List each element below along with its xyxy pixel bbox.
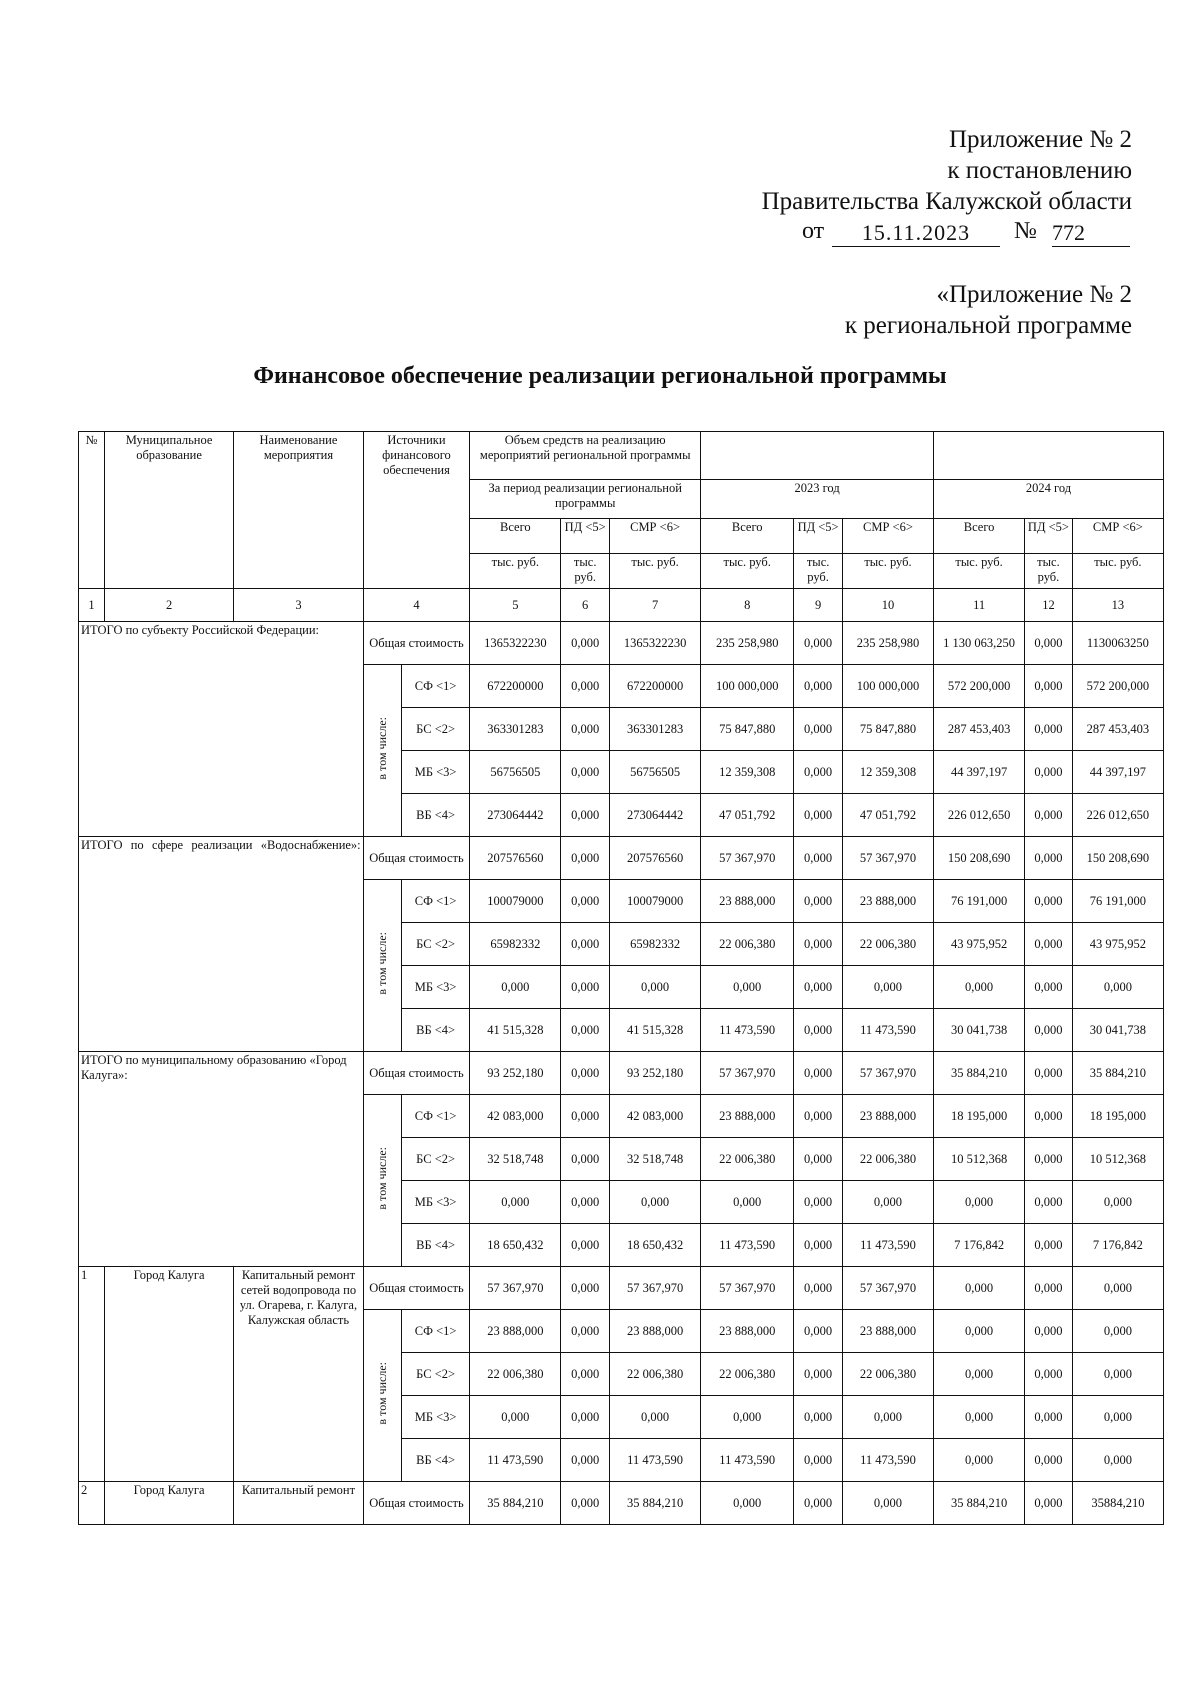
value-cell: 56756505 xyxy=(470,751,561,794)
header-smr: СМР <6> xyxy=(1072,519,1163,554)
value-cell: 22 006,380 xyxy=(701,1353,794,1396)
value-cell: 11 473,590 xyxy=(470,1439,561,1482)
value-cell: 0,000 xyxy=(610,1181,701,1224)
header-pd: ПД <5> xyxy=(561,519,610,554)
value-cell: 18 195,000 xyxy=(1072,1095,1163,1138)
header-unit: тыс. руб. xyxy=(701,554,794,589)
in-total-text: в том числе: xyxy=(374,1362,389,1425)
header-unit: тыс. руб. xyxy=(1025,554,1073,589)
value-cell: 18 650,432 xyxy=(610,1224,701,1267)
header-pd: ПД <5> xyxy=(794,519,843,554)
financing-table xyxy=(78,431,1164,1525)
section-label: ИТОГО по сфере реализации «Водоснабжение»: xyxy=(79,837,364,1052)
date-number-line xyxy=(802,213,1132,247)
value-cell: 0,000 xyxy=(701,966,794,1009)
value-cell: 0,000 xyxy=(701,1482,794,1525)
header-blank-2023 xyxy=(701,432,934,480)
value-cell: 0,000 xyxy=(561,1181,610,1224)
column-number: 6 xyxy=(561,589,610,622)
value-cell: 0,000 xyxy=(1025,1439,1073,1482)
header-volume: Объем средств на реализацию мероприятий региональной программы xyxy=(470,432,701,480)
source-label: Общая стоимость xyxy=(363,1482,470,1525)
source-label: БС <2> xyxy=(401,708,469,751)
value-cell: 150 208,690 xyxy=(934,837,1025,880)
source-label: Общая стоимость xyxy=(363,1052,470,1095)
item-event: Капитальный ремонт сетей водопровода по ул. Огарева, г. Калуга, Калужская область xyxy=(234,1267,363,1482)
value-cell: 0,000 xyxy=(934,966,1025,1009)
value-cell: 7 176,842 xyxy=(934,1224,1025,1267)
value-cell: 100079000 xyxy=(610,880,701,923)
value-cell: 57 367,970 xyxy=(842,1267,933,1310)
source-label: ВБ <4> xyxy=(401,794,469,837)
value-cell: 47 051,792 xyxy=(701,794,794,837)
value-cell: 0,000 xyxy=(794,1095,843,1138)
column-number: 13 xyxy=(1072,589,1163,622)
value-cell: 0,000 xyxy=(1025,1009,1073,1052)
table-row xyxy=(79,1267,1164,1310)
header-blank-2024 xyxy=(934,432,1164,480)
value-cell: 11 473,590 xyxy=(842,1439,933,1482)
value-cell: 0,000 xyxy=(561,1052,610,1095)
inner-appendix-header xyxy=(845,279,1132,341)
value-cell: 0,000 xyxy=(794,1138,843,1181)
value-cell: 273064442 xyxy=(610,794,701,837)
column-number: 5 xyxy=(470,589,561,622)
value-cell: 363301283 xyxy=(470,708,561,751)
value-cell: 363301283 xyxy=(610,708,701,751)
value-cell: 65982332 xyxy=(470,923,561,966)
value-cell: 0,000 xyxy=(1025,1052,1073,1095)
value-cell: 287 453,403 xyxy=(934,708,1025,751)
value-cell: 18 650,432 xyxy=(470,1224,561,1267)
header-unit: тыс. руб. xyxy=(794,554,843,589)
value-cell: 75 847,880 xyxy=(701,708,794,751)
value-cell: 0,000 xyxy=(1025,1224,1073,1267)
value-cell: 0,000 xyxy=(1025,1095,1073,1138)
column-number: 11 xyxy=(934,589,1025,622)
source-label: СФ <1> xyxy=(401,1310,469,1353)
value-cell: 672200000 xyxy=(470,665,561,708)
source-label: БС <2> xyxy=(401,1353,469,1396)
value-cell: 100079000 xyxy=(470,880,561,923)
value-cell: 0,000 xyxy=(1072,1267,1163,1310)
value-cell: 23 888,000 xyxy=(842,880,933,923)
value-cell: 11 473,590 xyxy=(842,1009,933,1052)
value-cell: 235 258,980 xyxy=(701,622,794,665)
header-unit: тыс. руб. xyxy=(1072,554,1163,589)
item-municipality: Город Калуга xyxy=(104,1267,233,1482)
header-total: Всего xyxy=(701,519,794,554)
value-cell: 0,000 xyxy=(794,837,843,880)
item-event: Капитальный ремонт xyxy=(234,1482,363,1525)
value-cell: 32 518,748 xyxy=(610,1138,701,1181)
value-cell: 0,000 xyxy=(794,1267,843,1310)
value-cell: 0,000 xyxy=(1025,751,1073,794)
table-row xyxy=(79,622,1164,665)
value-cell: 75 847,880 xyxy=(842,708,933,751)
source-label: ВБ <4> xyxy=(401,1224,469,1267)
header-smr: СМР <6> xyxy=(610,519,701,554)
value-cell: 22 006,380 xyxy=(842,1138,933,1181)
value-cell: 0,000 xyxy=(561,1138,610,1181)
value-cell: 0,000 xyxy=(934,1181,1025,1224)
value-cell: 0,000 xyxy=(794,794,843,837)
value-cell: 23 888,000 xyxy=(470,1310,561,1353)
header-pd: ПД <5> xyxy=(1025,519,1073,554)
value-cell: 0,000 xyxy=(1025,1310,1073,1353)
value-cell: 12 359,308 xyxy=(842,751,933,794)
value-cell: 0,000 xyxy=(1025,837,1073,880)
value-cell: 0,000 xyxy=(794,1009,843,1052)
value-cell: 0,000 xyxy=(1025,1396,1073,1439)
inner-appendix-line: «Приложение № 2 xyxy=(936,281,1132,308)
item-number: 1 xyxy=(79,1267,105,1482)
value-cell: 0,000 xyxy=(794,1396,843,1439)
value-cell: 226 012,650 xyxy=(934,794,1025,837)
value-cell: 12 359,308 xyxy=(701,751,794,794)
value-cell: 0,000 xyxy=(561,1439,610,1482)
value-cell: 11 473,590 xyxy=(701,1224,794,1267)
value-cell: 11 473,590 xyxy=(701,1009,794,1052)
value-cell: 76 191,000 xyxy=(1072,880,1163,923)
value-cell: 0,000 xyxy=(1025,622,1073,665)
header-year-2023: 2023 год xyxy=(701,480,934,519)
value-cell: 0,000 xyxy=(794,966,843,1009)
value-cell: 0,000 xyxy=(561,1396,610,1439)
header-unit: тыс. руб. xyxy=(842,554,933,589)
value-cell: 1365322230 xyxy=(610,622,701,665)
value-cell: 10 512,368 xyxy=(934,1138,1025,1181)
value-cell: 56756505 xyxy=(610,751,701,794)
value-cell: 57 367,970 xyxy=(701,1052,794,1095)
value-cell: 57 367,970 xyxy=(701,1267,794,1310)
source-label: БС <2> xyxy=(401,1138,469,1181)
value-cell: 42 083,000 xyxy=(470,1095,561,1138)
resolution-date: 15.11.2023 xyxy=(832,220,1000,247)
value-cell: 0,000 xyxy=(561,1267,610,1310)
value-cell: 0,000 xyxy=(561,665,610,708)
value-cell: 22 006,380 xyxy=(470,1353,561,1396)
value-cell: 0,000 xyxy=(561,923,610,966)
column-number: 9 xyxy=(794,589,843,622)
value-cell: 207576560 xyxy=(470,837,561,880)
source-label: МБ <3> xyxy=(401,1396,469,1439)
value-cell: 23 888,000 xyxy=(842,1310,933,1353)
column-number: 2 xyxy=(104,589,233,622)
value-cell: 0,000 xyxy=(934,1439,1025,1482)
value-cell: 0,000 xyxy=(470,1181,561,1224)
value-cell: 0,000 xyxy=(561,1353,610,1396)
value-cell: 65982332 xyxy=(610,923,701,966)
inner-program-line: к региональной программе xyxy=(844,312,1132,339)
value-cell: 44 397,197 xyxy=(934,751,1025,794)
value-cell: 0,000 xyxy=(1072,1439,1163,1482)
section-label: ИТОГО по муниципальному образованию «Город Калуга»: xyxy=(79,1052,364,1267)
value-cell: 0,000 xyxy=(1025,708,1073,751)
source-label: Общая стоимость xyxy=(363,837,470,880)
value-cell: 23 888,000 xyxy=(610,1310,701,1353)
source-label: МБ <3> xyxy=(401,966,469,1009)
value-cell: 0,000 xyxy=(794,665,843,708)
value-cell: 0,000 xyxy=(1025,1138,1073,1181)
value-cell: 23 888,000 xyxy=(701,1095,794,1138)
source-label: ВБ <4> xyxy=(401,1439,469,1482)
value-cell: 22 006,380 xyxy=(701,923,794,966)
value-cell: 0,000 xyxy=(470,1396,561,1439)
source-label: МБ <3> xyxy=(401,751,469,794)
column-number: 7 xyxy=(610,589,701,622)
value-cell: 23 888,000 xyxy=(701,880,794,923)
in-total-label xyxy=(363,665,401,837)
resolution-line: к постановлению xyxy=(947,157,1132,184)
value-cell: 0,000 xyxy=(561,1310,610,1353)
value-cell: 0,000 xyxy=(561,622,610,665)
source-label: БС <2> xyxy=(401,923,469,966)
value-cell: 0,000 xyxy=(1072,966,1163,1009)
value-cell: 0,000 xyxy=(794,1353,843,1396)
value-cell: 35 884,210 xyxy=(470,1482,561,1525)
source-label: СФ <1> xyxy=(401,1095,469,1138)
source-label: СФ <1> xyxy=(401,665,469,708)
value-cell: 0,000 xyxy=(561,708,610,751)
value-cell: 0,000 xyxy=(561,1095,610,1138)
in-total-text: в том числе: xyxy=(374,932,389,995)
column-number: 8 xyxy=(701,589,794,622)
value-cell: 0,000 xyxy=(1025,794,1073,837)
value-cell: 0,000 xyxy=(842,1396,933,1439)
table-row xyxy=(79,1482,1164,1525)
column-number: 4 xyxy=(363,589,470,622)
value-cell: 0,000 xyxy=(842,966,933,1009)
value-cell: 93 252,180 xyxy=(470,1052,561,1095)
value-cell: 235 258,980 xyxy=(842,622,933,665)
number-prefix: № xyxy=(1014,218,1037,244)
header-period: За период реализации региональной программы xyxy=(470,480,701,519)
value-cell: 47 051,792 xyxy=(842,794,933,837)
value-cell: 0,000 xyxy=(1025,1267,1073,1310)
value-cell: 0,000 xyxy=(1025,966,1073,1009)
value-cell: 0,000 xyxy=(794,923,843,966)
value-cell: 43 975,952 xyxy=(1072,923,1163,966)
resolution-number: 772 xyxy=(1052,220,1130,247)
column-number: 10 xyxy=(842,589,933,622)
value-cell: 32 518,748 xyxy=(470,1138,561,1181)
value-cell: 0,000 xyxy=(561,1482,610,1525)
column-number-row xyxy=(79,589,1164,622)
value-cell: 0,000 xyxy=(561,1009,610,1052)
value-cell: 0,000 xyxy=(934,1267,1025,1310)
value-cell: 0,000 xyxy=(1025,880,1073,923)
value-cell: 30 041,738 xyxy=(934,1009,1025,1052)
source-label: МБ <3> xyxy=(401,1181,469,1224)
source-label: СФ <1> xyxy=(401,880,469,923)
column-number: 1 xyxy=(79,589,105,622)
value-cell: 0,000 xyxy=(1025,1181,1073,1224)
value-cell: 150 208,690 xyxy=(1072,837,1163,880)
value-cell: 76 191,000 xyxy=(934,880,1025,923)
value-cell: 57 367,970 xyxy=(470,1267,561,1310)
value-cell: 11 473,590 xyxy=(842,1224,933,1267)
header-num: № xyxy=(79,432,105,589)
value-cell: 0,000 xyxy=(610,966,701,1009)
value-cell: 100 000,000 xyxy=(842,665,933,708)
value-cell: 35 884,210 xyxy=(934,1052,1025,1095)
value-cell: 0,000 xyxy=(794,1052,843,1095)
value-cell: 10 512,368 xyxy=(1072,1138,1163,1181)
header-sources: Источники финансового обеспечения xyxy=(363,432,470,589)
value-cell: 207576560 xyxy=(610,837,701,880)
value-cell: 0,000 xyxy=(842,1482,933,1525)
value-cell: 0,000 xyxy=(794,1224,843,1267)
value-cell: 0,000 xyxy=(794,1439,843,1482)
value-cell: 100 000,000 xyxy=(701,665,794,708)
header-smr: СМР <6> xyxy=(842,519,933,554)
value-cell: 0,000 xyxy=(561,966,610,1009)
value-cell: 0,000 xyxy=(701,1181,794,1224)
value-cell: 0,000 xyxy=(934,1353,1025,1396)
header-total: Всего xyxy=(470,519,561,554)
value-cell: 57 367,970 xyxy=(701,837,794,880)
value-cell: 0,000 xyxy=(561,1224,610,1267)
value-cell: 273064442 xyxy=(470,794,561,837)
value-cell: 226 012,650 xyxy=(1072,794,1163,837)
appendix-line: Приложение № 2 xyxy=(948,126,1132,153)
in-total-label xyxy=(363,1095,401,1267)
header-unit: тыс. руб. xyxy=(610,554,701,589)
value-cell: 22 006,380 xyxy=(610,1353,701,1396)
source-label: Общая стоимость xyxy=(363,1267,470,1310)
header-unit: тыс. руб. xyxy=(934,554,1025,589)
value-cell: 41 515,328 xyxy=(470,1009,561,1052)
value-cell: 0,000 xyxy=(1072,1353,1163,1396)
value-cell: 0,000 xyxy=(1072,1396,1163,1439)
value-cell: 572 200,000 xyxy=(934,665,1025,708)
value-cell: 93 252,180 xyxy=(610,1052,701,1095)
government-line: Правительства Калужской области xyxy=(761,188,1132,215)
value-cell: 23 888,000 xyxy=(701,1310,794,1353)
value-cell: 35 884,210 xyxy=(610,1482,701,1525)
value-cell: 0,000 xyxy=(794,751,843,794)
value-cell: 0,000 xyxy=(561,880,610,923)
value-cell: 57 367,970 xyxy=(842,1052,933,1095)
header-unit: тыс. руб. xyxy=(561,554,610,589)
value-cell: 44 397,197 xyxy=(1072,751,1163,794)
value-cell: 672200000 xyxy=(610,665,701,708)
value-cell: 18 195,000 xyxy=(934,1095,1025,1138)
value-cell: 0,000 xyxy=(794,622,843,665)
value-cell: 0,000 xyxy=(794,1482,843,1525)
value-cell: 7 176,842 xyxy=(1072,1224,1163,1267)
value-cell: 0,000 xyxy=(1025,923,1073,966)
page-title: Финансовое обеспечение реализации региональной программы xyxy=(253,363,947,389)
value-cell: 0,000 xyxy=(470,966,561,1009)
value-cell: 0,000 xyxy=(794,1181,843,1224)
appendix-header xyxy=(762,124,1132,217)
value-cell: 0,000 xyxy=(934,1310,1025,1353)
value-cell: 57 367,970 xyxy=(842,837,933,880)
header-total: Всего xyxy=(934,519,1025,554)
column-number: 12 xyxy=(1025,589,1073,622)
value-cell: 30 041,738 xyxy=(1072,1009,1163,1052)
item-number: 2 xyxy=(79,1482,105,1525)
value-cell: 0,000 xyxy=(561,751,610,794)
value-cell: 35 884,210 xyxy=(1072,1052,1163,1095)
value-cell: 0,000 xyxy=(1072,1310,1163,1353)
value-cell: 57 367,970 xyxy=(610,1267,701,1310)
value-cell: 1365322230 xyxy=(470,622,561,665)
date-prefix: от xyxy=(802,218,825,244)
source-label: Общая стоимость xyxy=(363,622,470,665)
value-cell: 43 975,952 xyxy=(934,923,1025,966)
in-total-text: в том числе: xyxy=(374,1147,389,1210)
value-cell: 11 473,590 xyxy=(610,1439,701,1482)
value-cell: 287 453,403 xyxy=(1072,708,1163,751)
value-cell: 572 200,000 xyxy=(1072,665,1163,708)
value-cell: 1 130 063,250 xyxy=(934,622,1025,665)
value-cell: 0,000 xyxy=(1025,665,1073,708)
value-cell: 22 006,380 xyxy=(842,1353,933,1396)
value-cell: 0,000 xyxy=(701,1396,794,1439)
header-municipality: Муниципальное образование xyxy=(104,432,233,589)
value-cell: 35884,210 xyxy=(1072,1482,1163,1525)
value-cell: 0,000 xyxy=(934,1396,1025,1439)
value-cell: 0,000 xyxy=(794,708,843,751)
section-label: ИТОГО по субъекту Российской Федерации: xyxy=(79,622,364,837)
value-cell: 35 884,210 xyxy=(934,1482,1025,1525)
in-total-label xyxy=(363,1310,401,1482)
table-row xyxy=(79,837,1164,880)
in-total-label xyxy=(363,880,401,1052)
value-cell: 22 006,380 xyxy=(842,923,933,966)
value-cell: 11 473,590 xyxy=(701,1439,794,1482)
value-cell: 0,000 xyxy=(1072,1181,1163,1224)
source-label: ВБ <4> xyxy=(401,1009,469,1052)
value-cell: 22 006,380 xyxy=(701,1138,794,1181)
value-cell: 41 515,328 xyxy=(610,1009,701,1052)
value-cell: 1130063250 xyxy=(1072,622,1163,665)
header-unit: тыс. руб. xyxy=(470,554,561,589)
value-cell: 0,000 xyxy=(610,1396,701,1439)
value-cell: 0,000 xyxy=(561,837,610,880)
value-cell: 23 888,000 xyxy=(842,1095,933,1138)
value-cell: 0,000 xyxy=(561,794,610,837)
column-number: 3 xyxy=(234,589,363,622)
value-cell: 0,000 xyxy=(794,880,843,923)
value-cell: 42 083,000 xyxy=(610,1095,701,1138)
value-cell: 0,000 xyxy=(1025,1353,1073,1396)
value-cell: 0,000 xyxy=(1025,1482,1073,1525)
header-event: Наименование мероприятия xyxy=(234,432,363,589)
in-total-text: в том числе: xyxy=(374,717,389,780)
header-year-2024: 2024 год xyxy=(934,480,1164,519)
value-cell: 0,000 xyxy=(794,1310,843,1353)
value-cell: 0,000 xyxy=(842,1181,933,1224)
item-municipality: Город Калуга xyxy=(104,1482,233,1525)
table-row xyxy=(79,1052,1164,1095)
